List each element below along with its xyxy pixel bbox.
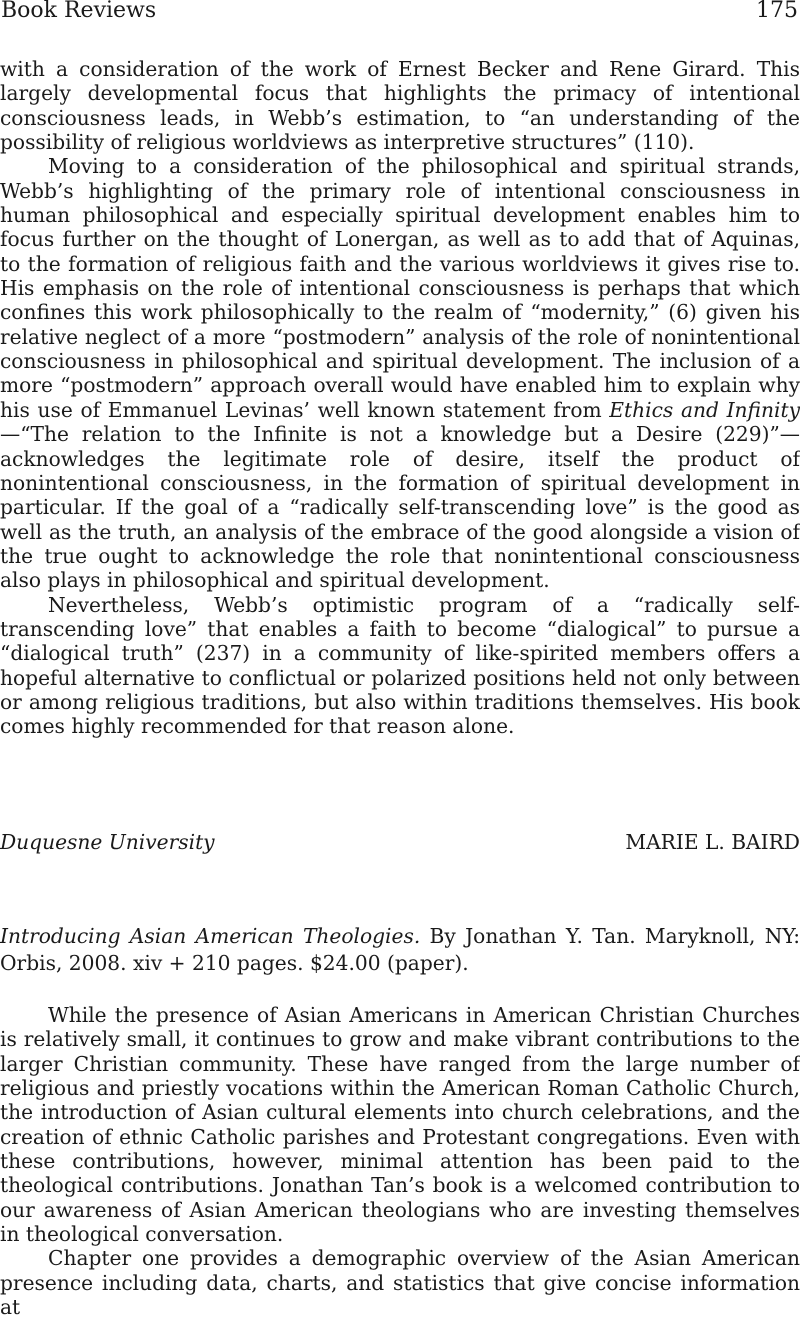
- cited-title-ethics-and-infinity: Ethics and Infinity: [609, 397, 800, 422]
- review1-paragraph-2-text-a: Moving to a consideration of the philosophical and spiritual strands, Webb’s highlighting of the primary role of intentional consciousness in human philosophical and especially spiritual development enables him to focus further on the thought of Lonergan, as well as to add that of Aquinas, to the formation of religious faith and the various worldviews it gives rise to. His emphasis on the role of intentional consciousness is perhaps that which confines this work philosophically to the realm of “modernity,” (6) given his relative neglect of a more “postmodern” analysis of the role of nonintentional consciousness in philosophical and spiritual development. The inclusion of a more “postmodern” approach overall would have enabled him to explain why his use of Emmanuel Levinas’ well known statement from: [0, 154, 800, 422]
- review1-paragraph-3: Nevertheless, Webb’s optimistic program of a “radically self-transcending love” that enables a faith to become “dialogical” to pursue a “dialogical truth” (237) in a community of like-spirited members offers a hopeful alternative to conflictual or polarized positions held not only between or among religious traditions, but also within traditions themselves. His book comes highly recommended for that reason alone.: [0, 592, 800, 739]
- section-title: Book Reviews: [1, 0, 157, 23]
- review-continuation: [0, 57, 800, 739]
- review1-paragraph-2: [0, 154, 800, 592]
- page-number: 175: [756, 0, 798, 23]
- reviewer-signature: [0, 829, 800, 855]
- book-publication-details: By Jonathan Y. Tan. Maryknoll, NY: Orbis, 2008. xiv + 210 pages. $24.00 (paper).: [0, 924, 800, 975]
- running-head: [1, 0, 798, 27]
- book-title: Introducing Asian American Theologies.: [0, 924, 421, 948]
- review2-paragraph-1: While the presence of Asian Americans in American Christian Churches is relatively small, it continues to grow and make vibrant contributions to the larger Christian community. These have ranged from the large number of religious and priestly vocations within the American Roman Catholic Church, the introduction of Asian cultural elements into church celebrations, and the creation of ethnic Catholic parishes and Protestant congregations. Even with these contributions, however, minimal attention has been paid to the theological contributions. Jonathan Tan’s book is a welcomed contribution to our awareness of Asian American theologians who are investing themselves in theological conversation.: [0, 1003, 800, 1247]
- review2-paragraph-2: Chapter one provides a demographic overview of the Asian American presence including data, charts, and statistics that give concise information at: [0, 1246, 800, 1320]
- reviewer-institution: Duquesne University: [0, 830, 215, 854]
- book-citation: [0, 923, 800, 976]
- review1-paragraph-1: with a consideration of the work of Ernest Becker and Rene Girard. This largely developmental focus that highlights the primacy of intentional consciousness leads, in Webb’s estimation, to “an understanding of the possibility of religious worldviews as interpretive structures” (110).: [0, 57, 800, 155]
- review2-body: [0, 1003, 800, 1319]
- review1-paragraph-2-text-b: —“The relation to the Infinite is not a knowledge but a Desire (229)”—acknowledges the legitimate role of desire, itself the product of nonintentional consciousness, in the formation of spiritual development in particular. If the goal of a “radically self-transcending love” is the good as well as the truth, an analysis of the embrace of the good alongside a vision of the true ought to acknowledge the role that nonintentional consciousness also plays in philosophical and spiritual development.: [0, 422, 800, 593]
- reviewer-name: MARIE L. BAIRD: [625, 830, 800, 854]
